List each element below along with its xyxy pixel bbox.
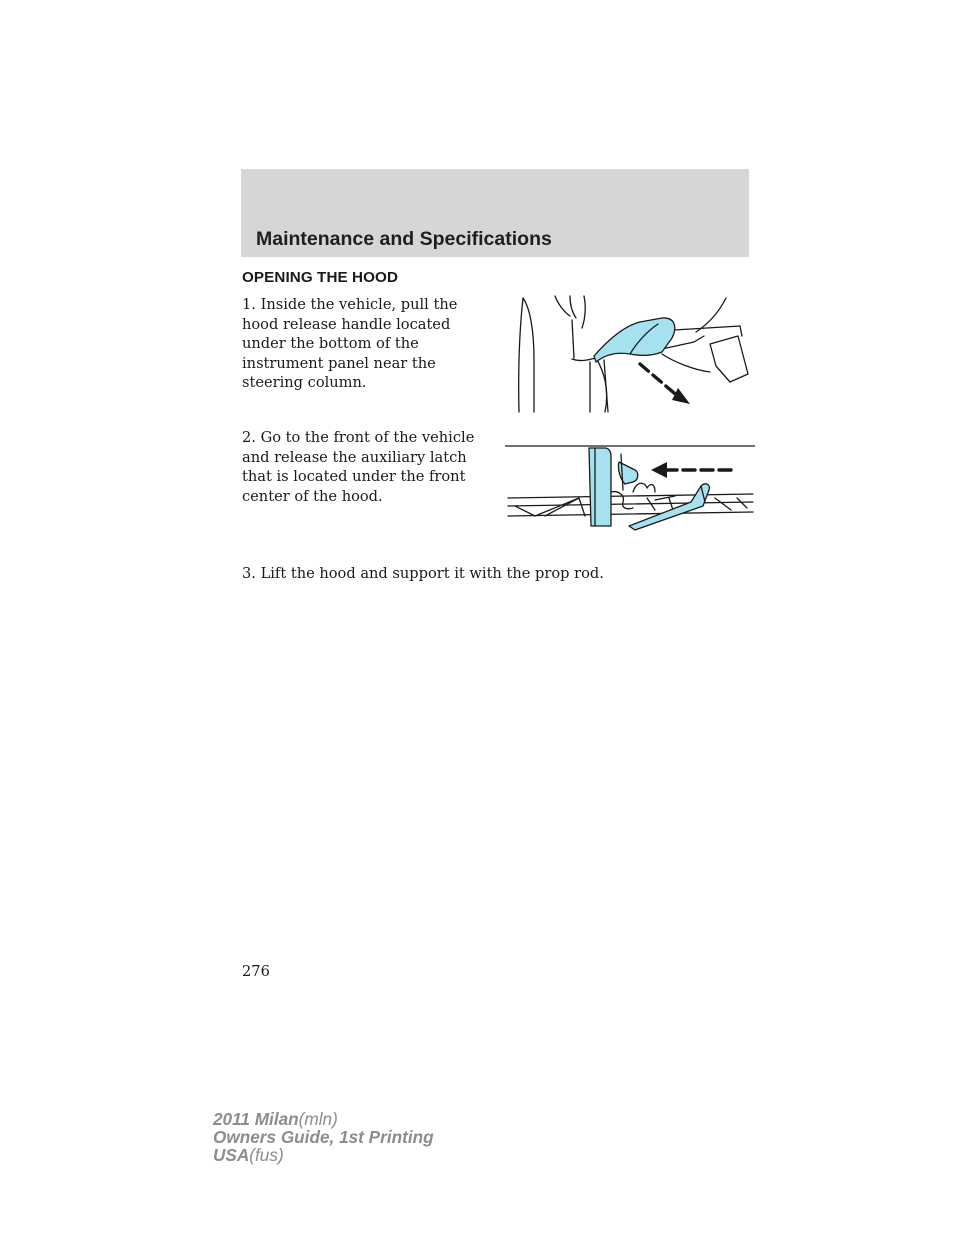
footer-line-3: USA(fus) [213, 1145, 284, 1165]
document-footer [213, 1110, 434, 1164]
footer-line-1: 2011 Milan(mln) [213, 1109, 338, 1129]
section-header-band [241, 169, 749, 257]
auxiliary-latch-illustration [505, 440, 755, 532]
step-1-text: 1. Inside the vehicle, pull the hood release handle located under the bottom of the instrument panel near the steering column. [242, 296, 458, 392]
footer-line-2: Owners Guide, 1st Printing [213, 1127, 434, 1147]
heading-opening-the-hood: OPENING THE HOOD [242, 269, 399, 286]
step-3-text: 3. Lift the hood and support it with the prop rod. [242, 565, 604, 582]
step-2-text: 2. Go to the front of the vehicle and release the auxiliary latch that is located under the front center of the hood. [242, 429, 475, 505]
section-title: Maintenance and Specifications [256, 228, 552, 250]
hood-release-handle-illustration [512, 290, 752, 414]
page-number: 276 [242, 963, 270, 980]
